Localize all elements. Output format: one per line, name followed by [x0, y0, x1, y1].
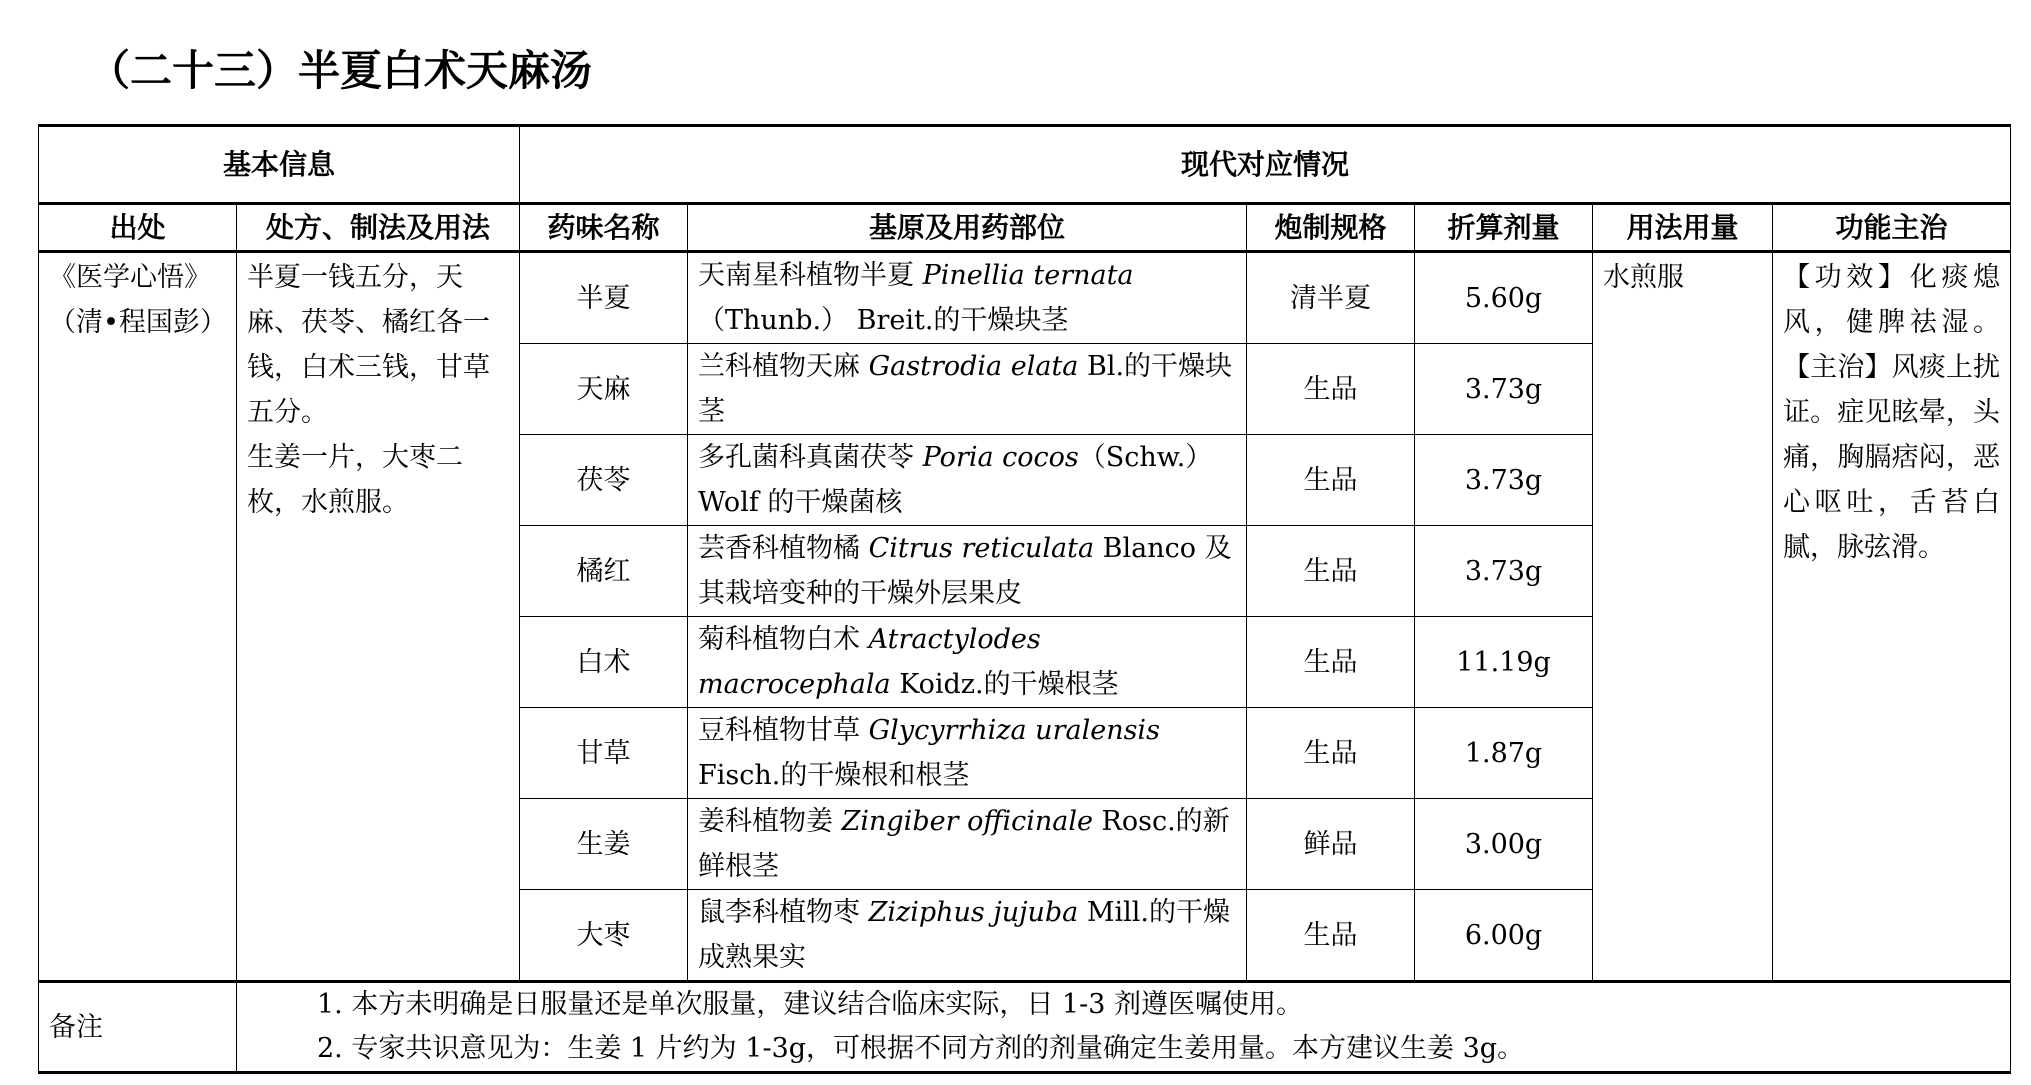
- origin-text: 菊科植物白术: [698, 624, 869, 655]
- origin-text: Rosc.的新鲜根茎: [698, 806, 1230, 882]
- prescription-text: 半夏一钱五分，天麻、茯苓、橘红各一钱，白术三钱，甘草五分。: [247, 262, 490, 428]
- notes-label: 备注: [39, 982, 237, 1073]
- herb-dose: 3.73g: [1415, 435, 1593, 526]
- page-title: （二十三）半夏白术天麻汤: [88, 46, 593, 95]
- origin-text: Koidz.的干燥根茎: [890, 669, 1119, 700]
- notes-row: [39, 982, 2011, 1073]
- origin-text: Fisch.的干燥根和根茎: [698, 760, 970, 791]
- col-header: 处方、制法及用法: [237, 204, 520, 252]
- origin-text: 鼠李科植物枣: [698, 897, 869, 928]
- origin-text: 兰科植物天麻: [698, 351, 869, 382]
- col-header: 炮制规格: [1247, 204, 1415, 252]
- herb-name: 橘红: [520, 526, 688, 617]
- latin-name: Atractylodes macrocephala: [698, 624, 1041, 700]
- herb-name: 生姜: [520, 799, 688, 890]
- notes-cell: [237, 982, 2011, 1073]
- origin-text: 多孔菌科真菌茯苓: [698, 442, 923, 473]
- table-row: [39, 252, 2011, 344]
- herb-spec: 生品: [1247, 344, 1415, 435]
- herb-origin: [688, 344, 1247, 435]
- herb-origin: [688, 617, 1247, 708]
- herb-origin: [688, 252, 1247, 344]
- herb-dose: 1.87g: [1415, 708, 1593, 799]
- origin-text: （Thunb.） Breit.的干燥块茎: [698, 305, 1069, 336]
- origin-text: （Schw.） Wolf 的干燥菌核: [698, 442, 1213, 518]
- herb-dose: 3.00g: [1415, 799, 1593, 890]
- herb-origin: [688, 435, 1247, 526]
- herb-name: 茯苓: [520, 435, 688, 526]
- origin-text: Mill.的干燥成熟果实: [698, 897, 1230, 973]
- origin-text: 芸香科植物橘: [698, 533, 869, 564]
- herb-spec: 生品: [1247, 526, 1415, 617]
- latin-name: Ziziphus jujuba: [868, 897, 1079, 928]
- note-item: 2. 专家共识意见为：生姜 1 片约为 1-3g，可根据不同方剂的剂量确定生姜用量。本方建议生姜 3g。: [317, 1033, 1525, 1064]
- latin-name: Zingiber officinale: [841, 806, 1093, 837]
- herb-name: 大枣: [520, 890, 688, 982]
- origin-text: 豆科植物甘草: [698, 715, 869, 746]
- herb-dose: 5.60g: [1415, 252, 1593, 344]
- col-header: 用法用量: [1593, 204, 1773, 252]
- herb-spec: 鲜品: [1247, 799, 1415, 890]
- col-header: 功能主治: [1773, 204, 2011, 252]
- col-header: 基原及用药部位: [688, 204, 1247, 252]
- latin-name: Pinellia ternata: [922, 260, 1134, 291]
- latin-name: Poria cocos: [922, 442, 1079, 473]
- col-header: 药味名称: [520, 204, 688, 252]
- origin-text: 姜科植物姜: [698, 806, 842, 837]
- herb-origin: [688, 526, 1247, 617]
- herb-dose: 11.19g: [1415, 617, 1593, 708]
- source-cell: 《医学心悟》（清•程国彭）: [39, 252, 237, 982]
- herb-origin: [688, 799, 1247, 890]
- herb-dose: 6.00g: [1415, 890, 1593, 982]
- col-header: 出处: [39, 204, 237, 252]
- origin-text: 天南星科植物半夏: [698, 260, 923, 291]
- note-item: 1. 本方未明确是日服量还是单次服量，建议结合临床实际，日 1-3 剂遵医嘱使用。: [317, 989, 1303, 1020]
- col-header: 折算剂量: [1415, 204, 1593, 252]
- herb-name: 白术: [520, 617, 688, 708]
- herb-name: 甘草: [520, 708, 688, 799]
- herb-origin: [688, 708, 1247, 799]
- prescription-text: 生姜一片，大枣二枚，水煎服。: [247, 442, 463, 518]
- herb-name: 半夏: [520, 252, 688, 344]
- header-modern: 现代对应情况: [520, 126, 2011, 204]
- function-cell: 【功效】化痰熄风，健脾祛湿。【主治】风痰上扰证。症见眩晕，头痛，胸膈痞闷，恶心呕吐，舌苔白腻，脉弦滑。: [1773, 252, 2011, 982]
- herb-origin: [688, 890, 1247, 982]
- herb-spec: 生品: [1247, 708, 1415, 799]
- prescription-cell: [237, 252, 520, 982]
- header-basic-info: 基本信息: [39, 126, 520, 204]
- herb-spec: 生品: [1247, 435, 1415, 526]
- latin-name: Gastrodia elata: [868, 351, 1079, 382]
- herb-spec: 生品: [1247, 617, 1415, 708]
- origin-text: Blanco 及其栽培变种的干燥外层果皮: [698, 533, 1232, 609]
- origin-text: Bl.的干燥块茎: [698, 351, 1233, 427]
- prescription-table: [38, 124, 2011, 1074]
- herb-spec: 生品: [1247, 890, 1415, 982]
- latin-name: Citrus reticulata: [868, 533, 1095, 564]
- herb-dose: 3.73g: [1415, 526, 1593, 617]
- latin-name: Glycyrrhiza uralensis: [868, 715, 1160, 746]
- herb-name: 天麻: [520, 344, 688, 435]
- herb-spec: 清半夏: [1247, 252, 1415, 344]
- herb-dose: 3.73g: [1415, 344, 1593, 435]
- usage-cell: 水煎服: [1593, 252, 1773, 982]
